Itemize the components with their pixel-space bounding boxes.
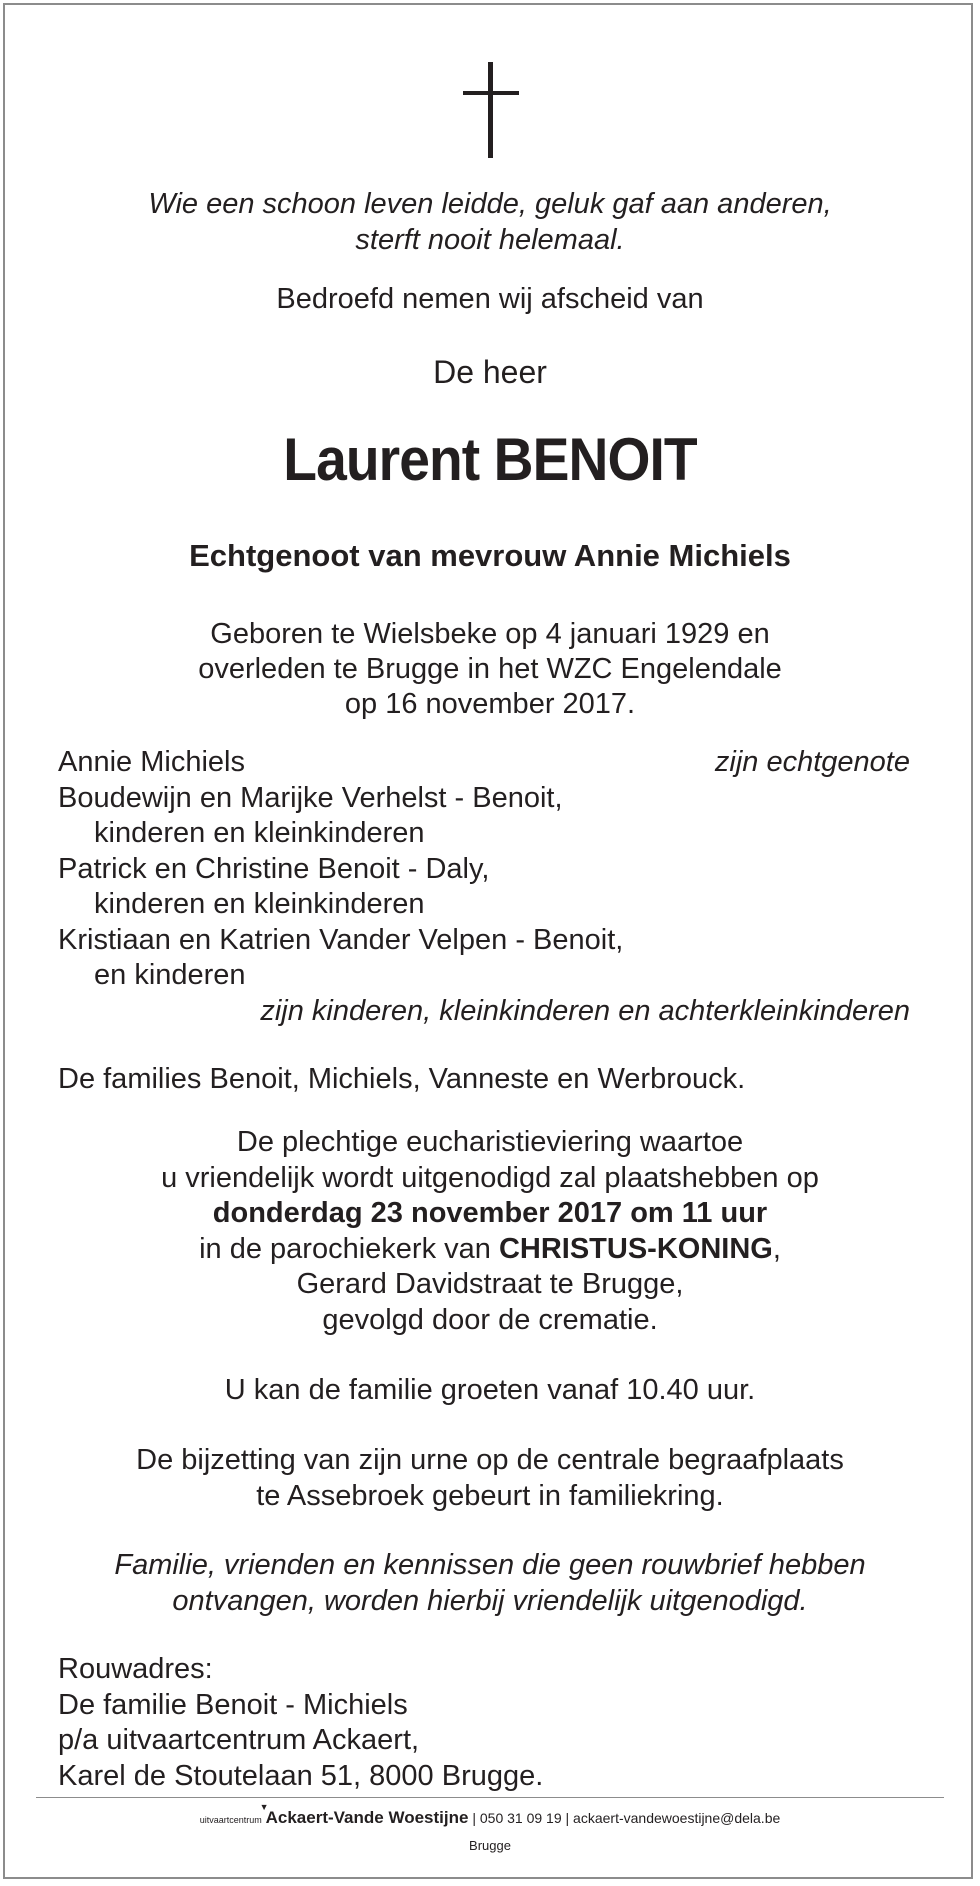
mourner-name: Annie Michiels [58, 746, 245, 778]
birth-death-info [0, 617, 980, 722]
address-line: Karel de Stoutelaan 51, 8000 Brugge. [58, 1759, 544, 1792]
funeral-home-name [259, 1802, 469, 1827]
greeting-line: U kan de familie groeten vanaf 10.40 uur. [224, 1374, 756, 1406]
address-line: p/a uitvaartcentrum Ackaert, [58, 1724, 420, 1756]
ceremony-street: Gerard Davidstraat te Brugge, [296, 1268, 684, 1300]
funeral-home-city: Brugge [469, 1838, 511, 1853]
mourner-name: Kristiaan en Katrien Vander Velpen - Benoit, [58, 923, 624, 956]
honorific: De heer [433, 354, 547, 390]
mourner-name: Patrick en Christine Benoit - Daly, [58, 852, 490, 885]
funeral-home-footer [0, 1802, 980, 1828]
footer-separator: | [468, 1810, 480, 1826]
burial-line: De bijzetting van zijn urne op de centrale begraafplaats [136, 1444, 844, 1476]
mourners-list [58, 745, 910, 1029]
address-line: De familie Benoit - Michiels [58, 1688, 408, 1721]
motto-line: Wie een schoon leven leidde, geluk gaf aan anderen, [148, 188, 832, 220]
invitation-line: Familie, vrienden en kennissen die geen rouwbrief hebben [114, 1549, 866, 1581]
ceremony-info [0, 1125, 980, 1338]
footer-separator: | [561, 1810, 574, 1826]
funeral-home-brand: Ackaert-Vande Woestijne [265, 1808, 469, 1827]
deceased-name: Laurent BENOIT [283, 426, 697, 493]
footer-divider [36, 1797, 944, 1798]
address-label: Rouwadres: [58, 1653, 213, 1685]
motto-line: sterft nooit helemaal. [355, 224, 625, 256]
birth-death-line: Geboren te Wielsbeke op 4 januari 1929 en [210, 618, 770, 650]
children-role: zijn kinderen, kleinkinderen en achterkleinkinderen [260, 994, 910, 1027]
ceremony-line: u vriendelijk wordt uitgenodigd zal plaatshebben op [161, 1161, 819, 1194]
church-name: CHRISTUS-KONING [498, 1232, 773, 1265]
motto [0, 186, 980, 258]
mourner-name: Boudewijn en Marijke Verhelst - Benoit, [58, 781, 563, 814]
ceremony-line: De plechtige eucharistieviering waartoe [236, 1126, 744, 1158]
birth-death-line: op 16 november 2017. [344, 688, 636, 720]
church-prefix: in de parochiekerk van [199, 1232, 499, 1265]
mourning-address [58, 1652, 543, 1794]
mourner-sub: kinderen en kleinkinderen [94, 888, 425, 920]
spouse-line: Echtgenoot van mevrouw Annie Michiels [189, 538, 791, 573]
funeral-home-prefix: uitvaartcentrum [199, 1815, 262, 1825]
mourner-role: zijn echtgenote [714, 746, 910, 778]
invitation-line: ontvangen, worden hierbij vriendelijk uitgenodigd. [172, 1584, 808, 1617]
invitation [0, 1548, 980, 1619]
funeral-home-phone: 050 31 09 19 [479, 1810, 562, 1826]
mourner-row-spouse [58, 745, 910, 781]
cross-icon [463, 62, 519, 158]
church-suffix: , [772, 1232, 781, 1265]
ceremony-date: donderdag 23 november 2017 om 11 uur [212, 1197, 768, 1229]
birth-death-line: overleden te Brugge in het WZC Engelendale [198, 653, 782, 685]
mourner-sub: kinderen en kleinkinderen [94, 817, 425, 849]
burial-info [0, 1443, 980, 1514]
intro-text: Bedroefd nemen wij afscheid van [276, 283, 704, 315]
families-line: De families Benoit, Michiels, Vanneste en Werbrouck. [58, 1063, 746, 1095]
burial-line: te Assebroek gebeurt in familiekring. [256, 1479, 724, 1512]
mourner-sub: en kinderen [94, 959, 246, 991]
funeral-home-email[interactable]: ackaert-vandewoestijne@dela.be [573, 1810, 781, 1826]
ceremony-church-line [0, 1232, 980, 1268]
triangle-mark-icon: ▼ [259, 1802, 269, 1812]
ceremony-followed: gevolgd door de crematie. [322, 1303, 658, 1336]
